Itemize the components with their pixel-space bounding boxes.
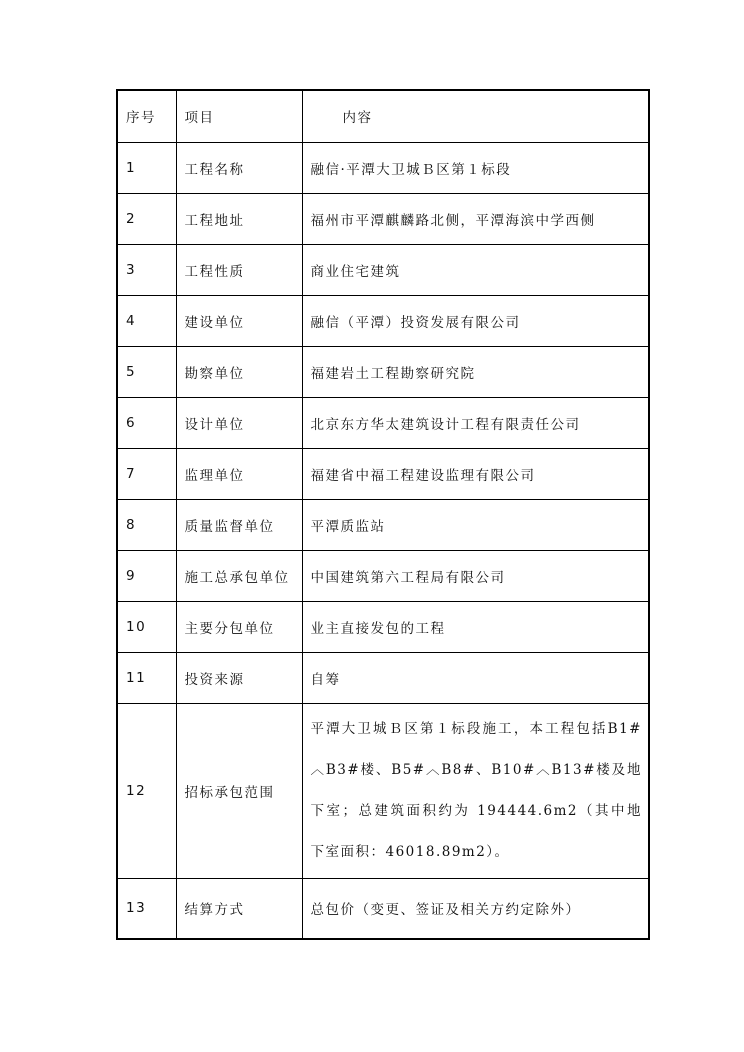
row-item: 工程名称: [176, 142, 302, 193]
table-row: [117, 601, 649, 652]
row-number: 4: [117, 295, 176, 346]
row-number: 3: [117, 244, 176, 295]
table-row: [117, 295, 649, 346]
row-content: 融信（平潭）投资发展有限公司: [302, 295, 649, 346]
row-content: 北京东方华太建筑设计工程有限责任公司: [302, 397, 649, 448]
project-info-table: [116, 89, 650, 940]
row-item: 设计单位: [176, 397, 302, 448]
table-row: [117, 397, 649, 448]
row-content: 商业住宅建筑: [302, 244, 649, 295]
row-number: 1: [117, 142, 176, 193]
table-row: [117, 448, 649, 499]
row-content: 平潭质监站: [302, 499, 649, 550]
table-row: [117, 346, 649, 397]
row-item: 施工总承包单位: [176, 550, 302, 601]
row-number: 2: [117, 193, 176, 244]
row-number: 5: [117, 346, 176, 397]
row-number: 9: [117, 550, 176, 601]
table-row: [117, 499, 649, 550]
row-content: 总包价（变更、签证及相关方约定除外）: [302, 878, 649, 939]
row-item: 工程性质: [176, 244, 302, 295]
row-item: 投资来源: [176, 652, 302, 703]
row-item: 结算方式: [176, 878, 302, 939]
row-item: 工程地址: [176, 193, 302, 244]
row-number: 12: [117, 703, 176, 878]
table-row: [117, 652, 649, 703]
row-item: 建设单位: [176, 295, 302, 346]
table-row: [117, 142, 649, 193]
row-content: 福建省中福工程建设监理有限公司: [302, 448, 649, 499]
row-item: 招标承包范围: [176, 703, 302, 878]
table-row: [117, 244, 649, 295]
project-info-sheet: [116, 89, 648, 940]
row-number: 6: [117, 397, 176, 448]
table-row: [117, 550, 649, 601]
table-header-row: [117, 90, 649, 142]
table-row: [117, 878, 649, 939]
header-no: 序号: [117, 90, 176, 142]
row-content: 中国建筑第六工程局有限公司: [302, 550, 649, 601]
row-content: 福州市平潭麒麟路北侧，平潭海滨中学西侧: [302, 193, 649, 244]
row-number: 10: [117, 601, 176, 652]
row-item: 质量监督单位: [176, 499, 302, 550]
row-item: 监理单位: [176, 448, 302, 499]
row-content: 福建岩土工程勘察研究院: [302, 346, 649, 397]
row-number: 8: [117, 499, 176, 550]
row-number: 13: [117, 878, 176, 939]
row-number: 11: [117, 652, 176, 703]
table-row: [117, 193, 649, 244]
table-row: [117, 703, 649, 878]
header-content: 内容: [302, 90, 649, 142]
row-content: 自筹: [302, 652, 649, 703]
row-item: 勘察单位: [176, 346, 302, 397]
row-content: 业主直接发包的工程: [302, 601, 649, 652]
row-content: 平潭大卫城Ｂ区第１标段施工，本工程包括B1#︿B3#楼、B5#︿B8#、B10#︿B13#楼及地下室；总建筑面积约为 194444.6m2（其中地下室面积：46018.89m2）。: [302, 703, 649, 878]
row-number: 7: [117, 448, 176, 499]
row-item: 主要分包单位: [176, 601, 302, 652]
header-item: 项目: [176, 90, 302, 142]
row-content: 融信·平潭大卫城Ｂ区第１标段: [302, 142, 649, 193]
